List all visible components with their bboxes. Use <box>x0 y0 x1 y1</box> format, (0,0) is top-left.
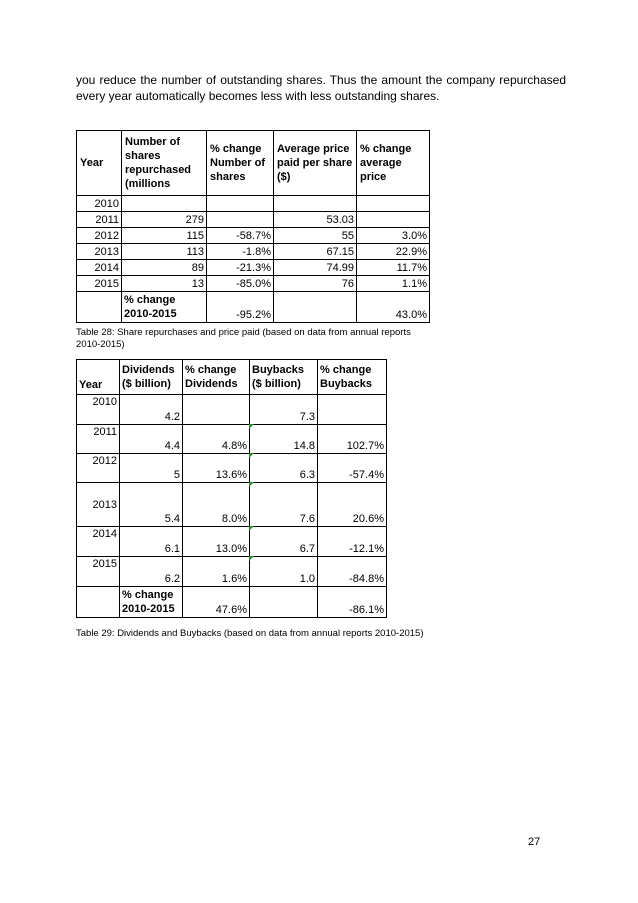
column-header: % change Dividends <box>183 360 250 395</box>
body-paragraph: you reduce the number of outstanding shares. Thus the amount the company repurchased every year automatically becomes less with less outstanding shares. <box>76 73 566 103</box>
column-header: Number of shares repurchased (millions <box>122 131 207 196</box>
table-cell: 6.7 <box>250 527 318 557</box>
table-cell: 2013 <box>77 483 120 527</box>
table-cell: 22.9% <box>357 244 430 260</box>
table-cell <box>207 212 274 228</box>
table-cell: 13.0% <box>183 527 250 557</box>
table-cell: 2015 <box>77 276 122 292</box>
table-cell: 6.1 <box>120 527 183 557</box>
table-cell: 4.2 <box>120 395 183 425</box>
table-cell: 67.15 <box>274 244 357 260</box>
table-cell: 8.0% <box>183 483 250 527</box>
table-cell: 279 <box>122 212 207 228</box>
table-caption: Table 29: Dividends and Buybacks (based on data from annual reports 2010-2015) <box>76 628 424 639</box>
table-row <box>77 212 430 228</box>
table-cell: 74.99 <box>274 260 357 276</box>
table-cell <box>122 196 207 212</box>
table-row <box>77 557 387 587</box>
dividends-buybacks-table <box>76 359 387 618</box>
table-cell: 2014 <box>77 527 120 557</box>
table-cell: -21.3% <box>207 260 274 276</box>
table-cell: 89 <box>122 260 207 276</box>
table-cell <box>318 395 387 425</box>
table-cell: 2011 <box>77 212 122 228</box>
table-cell: 2011 <box>77 425 120 454</box>
table-caption: Table 28: Share repurchases and price paid (based on data from annual reports 2010-2015) <box>76 327 411 350</box>
table-cell: 76 <box>274 276 357 292</box>
column-header: % change average price <box>357 131 430 196</box>
table-cell: 43.0% <box>357 292 430 323</box>
table-cell: 6.3 <box>250 454 318 483</box>
table-cell: 2014 <box>77 260 122 276</box>
table-cell <box>207 196 274 212</box>
column-header: Buybacks ($ billion) <box>250 360 318 395</box>
table-cell: -85.0% <box>207 276 274 292</box>
table-cell: 115 <box>122 228 207 244</box>
table-cell: 3.0% <box>357 228 430 244</box>
table-cell: 1.6% <box>183 557 250 587</box>
table-cell: 13.6% <box>183 454 250 483</box>
table-cell: 6.2 <box>120 557 183 587</box>
column-header: % change Number of shares <box>207 131 274 196</box>
table-cell: 53.03 <box>274 212 357 228</box>
table-cell: 7.3 <box>250 395 318 425</box>
table-row <box>77 483 387 527</box>
table-cell: 4.4 <box>120 425 183 454</box>
table-cell: 11.7% <box>357 260 430 276</box>
table-cell: 102.7% <box>318 425 387 454</box>
summary-label: % change 2010-2015 <box>122 292 207 323</box>
table-cell: 14.8 <box>250 425 318 454</box>
share-repurchase-table <box>76 130 430 323</box>
table-cell: 55 <box>274 228 357 244</box>
table-cell: -84.8% <box>318 557 387 587</box>
table-cell: -1.8% <box>207 244 274 260</box>
table-row <box>77 276 430 292</box>
table-cell <box>77 587 120 618</box>
summary-label: % change 2010-2015 <box>120 587 183 618</box>
table-cell: -86.1% <box>318 587 387 618</box>
table-cell <box>250 587 318 618</box>
table-cell <box>183 395 250 425</box>
column-header: Dividends ($ billion) <box>120 360 183 395</box>
table-cell: 2010 <box>77 196 122 212</box>
table-row <box>77 228 430 244</box>
table-cell: 113 <box>122 244 207 260</box>
table-row <box>77 196 430 212</box>
table-cell: 5.4 <box>120 483 183 527</box>
table-cell <box>357 196 430 212</box>
page-number: 27 <box>528 836 541 848</box>
table-row <box>77 454 387 483</box>
table-row <box>77 395 387 425</box>
column-header: Year <box>77 131 122 196</box>
table-header-row <box>77 131 430 196</box>
table-cell: 1.0 <box>250 557 318 587</box>
table-cell: -57.4% <box>318 454 387 483</box>
table-cell <box>274 196 357 212</box>
table-cell: 7.6 <box>250 483 318 527</box>
table-header-row <box>77 360 387 395</box>
table-row <box>77 425 387 454</box>
table-cell: -58.7% <box>207 228 274 244</box>
table-cell: 2012 <box>77 228 122 244</box>
table-row <box>77 244 430 260</box>
table-cell <box>357 212 430 228</box>
table-cell: 5 <box>120 454 183 483</box>
table-cell: 1.1% <box>357 276 430 292</box>
column-header: % change Buybacks <box>318 360 387 395</box>
table-cell <box>274 292 357 323</box>
summary-row <box>77 292 430 323</box>
table-cell: 13 <box>122 276 207 292</box>
table-cell: 20.6% <box>318 483 387 527</box>
table-cell: -12.1% <box>318 527 387 557</box>
table-row <box>77 527 387 557</box>
table-row <box>77 260 430 276</box>
table-cell: -95.2% <box>207 292 274 323</box>
table-cell: 2010 <box>77 395 120 425</box>
table-cell: 2013 <box>77 244 122 260</box>
table-cell <box>77 292 122 323</box>
table-cell: 2015 <box>77 557 120 587</box>
column-header: Average price paid per share ($) <box>274 131 357 196</box>
table-cell: 47.6% <box>183 587 250 618</box>
table-cell: 4.8% <box>183 425 250 454</box>
table-cell: 2012 <box>77 454 120 483</box>
summary-row <box>77 587 387 618</box>
column-header: Year <box>77 360 120 395</box>
